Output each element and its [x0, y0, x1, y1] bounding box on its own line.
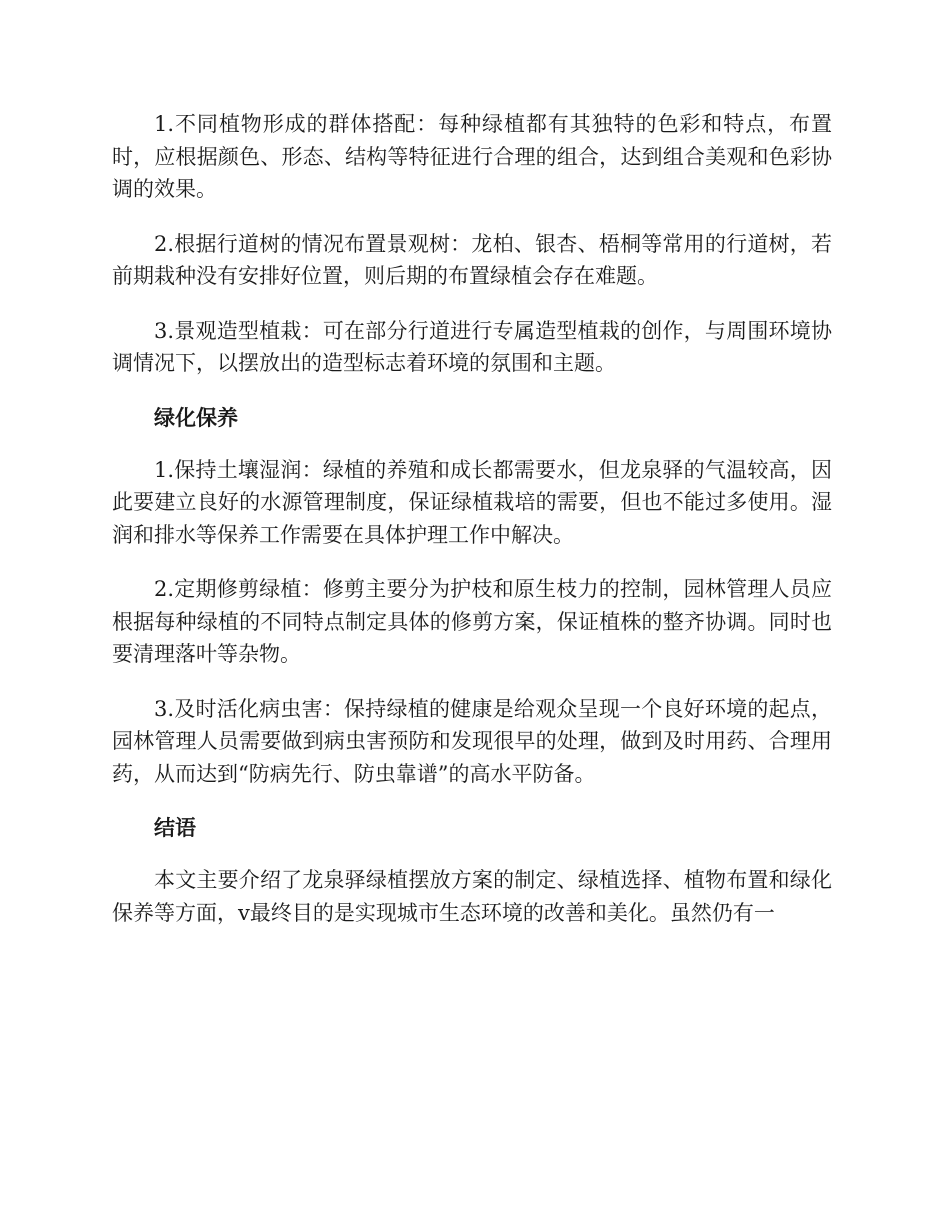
- heading-greening-maintenance: 绿化保养: [154, 404, 238, 430]
- paragraph-topiary: 3.景观造型植栽：可在部分行道进行专属造型植栽的创作，与周围环境协调情况下，以摆放出的造型标志着环境的氛围和主题。: [112, 318, 832, 375]
- heading-conclusion: 结语: [154, 815, 196, 840]
- paragraph-street-trees: 2.根据行道树的情况布置景观树：龙柏、银杏、梧桐等常用的行道树，若前期栽种没有安排好位置，则后期的布置绿植会存在难题。: [112, 231, 832, 288]
- paragraph-plant-grouping: 1.不同植物形成的群体搭配：每种绿植都有其独特的色彩和特点，布置时，应根据颜色、形态、结构等特征进行合理的组合，达到组合美观和色彩协调的效果。: [112, 112, 832, 201]
- paragraph-soil-moisture: 1.保持土壤湿润：绿植的养殖和成长都需要水，但龙泉驿的气温较高，因此要建立良好的水源管理制度，保证绿植栽培的需要，但也不能过多使用。湿润和排水等保养工作需要在具体护理工作中解决。: [112, 457, 832, 547]
- paragraph-pruning: 2.定期修剪绿植：修剪主要分为护枝和原生枝力的控制，园林管理人员应根据每种绿植的不同特点制定具体的修剪方案，保证植株的整齐协调。同时也要清理落叶等杂物。: [112, 577, 832, 666]
- paragraph-pest-control: 3.及时活化病虫害：保持绿植的健康是给观众呈现一个良好环境的起点，园林管理人员需要做到病虫害预防和发现很早的处理，做到及时用药、合理用药，从而达到“防病先行、防虫靠谱”的高水平防备。: [112, 696, 832, 786]
- paragraph-conclusion: 本文主要介绍了龙泉驿绿植摆放方案的制定、绿植选择、植物布置和绿化保养等方面，v最终目的是实现城市生态环境的改善和美化。虽然仍有一: [112, 868, 832, 925]
- document-page: [112, 108, 832, 951]
